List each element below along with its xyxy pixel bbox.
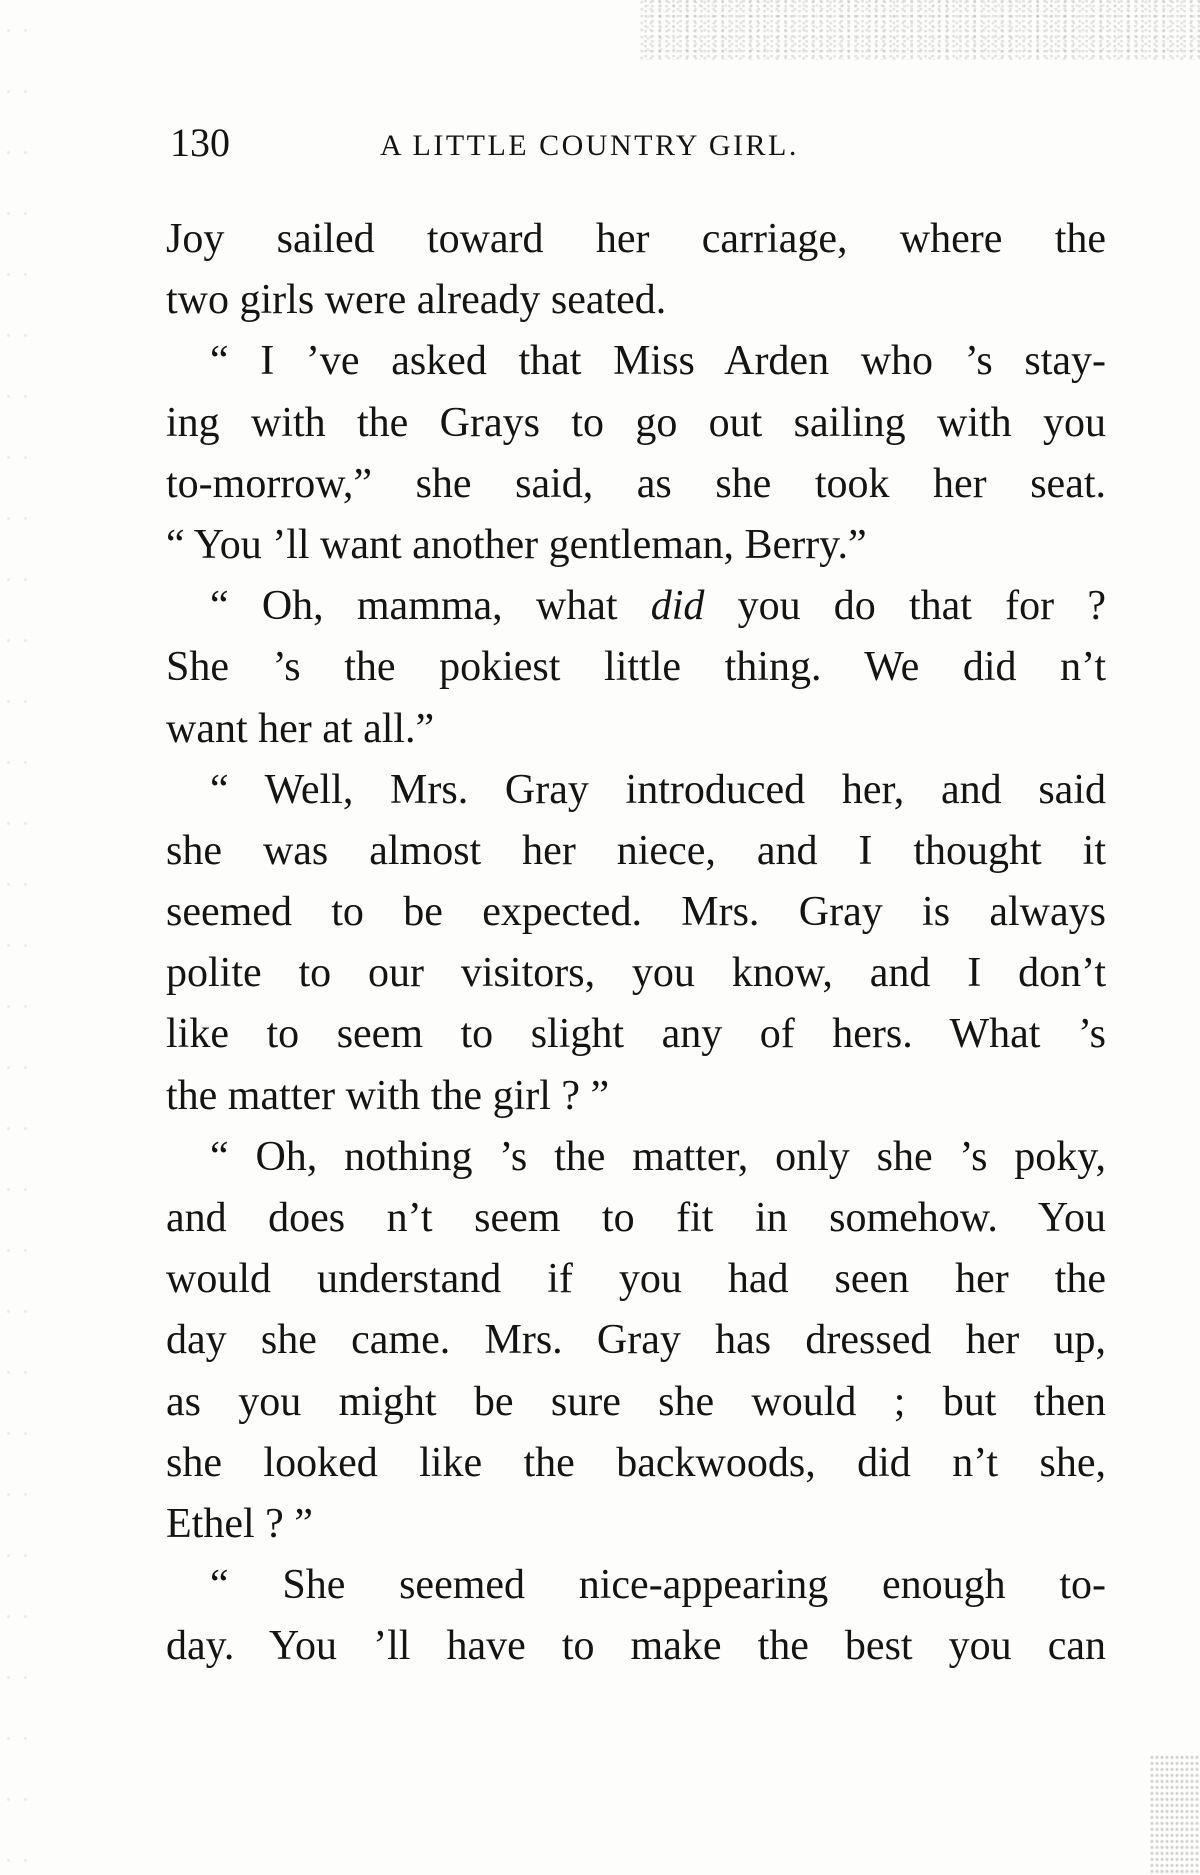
text-line: ing with the Grays to go out sailing with you xyxy=(166,399,1106,446)
page-speckle-top xyxy=(640,0,1200,60)
text-line: she was almost her niece, and I thought it xyxy=(166,827,1106,874)
text-line: the matter with the girl ? ” xyxy=(166,1072,610,1119)
text-line: Joy sailed toward her carriage, where the xyxy=(166,216,1106,262)
emphasis: did xyxy=(650,583,705,630)
text-line: “ Well, Mrs. Gray introduced her, and said xyxy=(210,766,1106,813)
page-speckle-bottom-right xyxy=(1150,1755,1200,1875)
text-line: “ I ’ve asked that Miss Arden who ’s stay- xyxy=(210,338,1106,385)
text-line: want her at all.” xyxy=(166,705,435,752)
text-line: two girls were already seated. xyxy=(166,277,667,324)
text-line: to-morrow,” she said, as she took her seat. xyxy=(166,460,1106,507)
text-line: and does n’t seem to fit in somehow. You xyxy=(166,1195,1106,1241)
text-line: she looked like the backwoods, did n’t she, xyxy=(166,1439,1106,1486)
text-line: like to seem to slight any of hers. What ’s xyxy=(166,1011,1106,1058)
text-line: seemed to be expected. Mrs. Gray is always xyxy=(166,889,1106,936)
text-line: would understand if you had seen her the xyxy=(166,1256,1106,1303)
text-line: day she came. Mrs. Gray has dressed her up, xyxy=(166,1317,1106,1364)
text-line: “ Oh, mamma, what did you do that for ? xyxy=(210,583,1106,630)
page-number: 130 xyxy=(170,120,230,165)
text-line: “ Oh, nothing ’s the matter, only she ’s poky, xyxy=(210,1133,1106,1180)
text-line: polite to our visitors, you know, and I don’t xyxy=(166,950,1106,997)
page-speckle-left xyxy=(0,0,30,1875)
running-head xyxy=(170,118,930,168)
text-line: “ She seemed nice-appearing enough to- xyxy=(210,1562,1106,1609)
text-line: She ’s the pokiest little thing. We did n’t xyxy=(166,644,1106,691)
book-title: A LITTLE COUNTRY GIRL. xyxy=(380,129,799,162)
text-line: day. You ’ll have to make the best you can xyxy=(166,1623,1106,1670)
text-line: as you might be sure she would ; but then xyxy=(166,1378,1106,1425)
text-line: “ You ’ll want another gentleman, Berry.” xyxy=(166,521,867,568)
text-line: Ethel ? ” xyxy=(166,1500,313,1547)
body-text xyxy=(166,209,1106,1678)
